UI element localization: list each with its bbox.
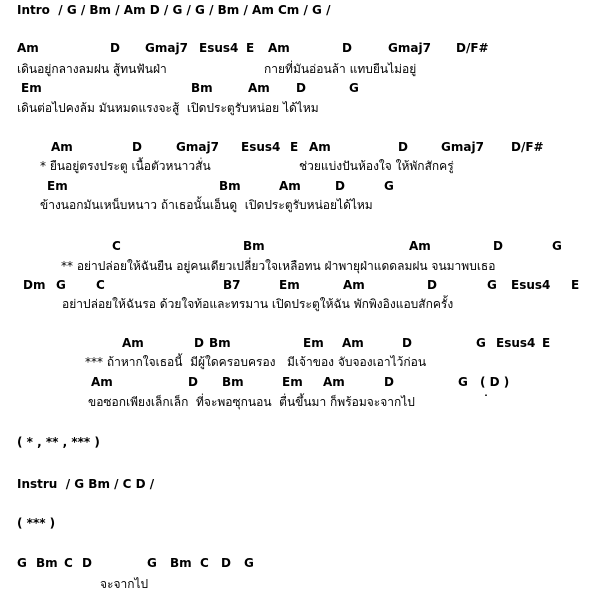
chord: Bm — [219, 179, 241, 193]
lyric-line: ข้างนอกมันเหน็บหนาว ถ้าเธอนั้นเอ็นดู เปิดประตูรับหน่อยได้ไหม — [40, 198, 373, 212]
lyric-line: ช่วยแบ่งปันห้องใจ ให้พักสักครู่ — [299, 159, 454, 173]
chord: Am — [122, 336, 144, 350]
chord: Bm — [243, 239, 265, 253]
chord: ( D ) — [480, 375, 510, 389]
chord: Gmaj7 — [441, 140, 484, 154]
chord: C — [200, 556, 209, 570]
chord: Am — [323, 375, 345, 389]
chord: Am — [342, 336, 364, 350]
chord: Am — [409, 239, 431, 253]
chord: G — [552, 239, 562, 253]
chord: G — [244, 556, 254, 570]
chord: C — [112, 239, 121, 253]
chord: D/F# — [511, 140, 544, 154]
lyric-line: เดินต่อไปคงล้ม มันหมดแรงจะสู้ เปิดประตูรับหน่อย ได้ไหม — [17, 101, 319, 115]
lyric-line: เดินอยู่กลางลมฝน สู้ทนฟันฝ่า — [17, 62, 167, 76]
lyric-line: *** ถ้าหากใจเธอนี้ มีผู้ใดครอบครอง มีเจ้าของ จับจองเอาไว้ก่อน — [85, 355, 427, 369]
chord: Am — [279, 179, 301, 193]
chord: D — [194, 336, 204, 350]
chord: Am — [248, 81, 270, 95]
repeat-marker: ( * , ** , *** ) — [17, 435, 100, 449]
chord: Em — [282, 375, 303, 389]
chord: Esus4 — [496, 336, 536, 350]
chord: Am — [309, 140, 331, 154]
chord: Bm — [209, 336, 231, 350]
chord: Am — [268, 41, 290, 55]
chord: E — [246, 41, 255, 55]
chord: G — [349, 81, 359, 95]
chord: D — [402, 336, 412, 350]
chord: Bm — [222, 375, 244, 389]
chord: Gmaj7 — [388, 41, 431, 55]
chord: Esus4 — [199, 41, 239, 55]
chord: Esus4 — [511, 278, 551, 292]
chord: D — [427, 278, 437, 292]
instrumental-line: Instru / G Bm / C D / — [17, 477, 155, 491]
chord: Am — [91, 375, 113, 389]
chord: D/F# — [456, 41, 489, 55]
chord: E — [571, 278, 580, 292]
chord: C — [64, 556, 73, 570]
chord: D — [110, 41, 120, 55]
chord: Em — [21, 81, 42, 95]
chord: G — [147, 556, 157, 570]
chord: G — [17, 556, 27, 570]
chord: Am — [51, 140, 73, 154]
chord: D — [493, 239, 503, 253]
chord: G — [487, 278, 497, 292]
lyric-line: กายที่มันอ่อนล้า แทบยืนไม่อยู่ — [264, 62, 417, 76]
chord: Gmaj7 — [145, 41, 188, 55]
lyric-line: * ยืนอยู่ตรงประตู เนื้อตัวหนาวสั่น — [40, 159, 211, 173]
chord: D — [132, 140, 142, 154]
chord: D — [221, 556, 231, 570]
chord: Em — [279, 278, 300, 292]
chord: D — [384, 375, 394, 389]
chord: Bm — [191, 81, 213, 95]
chord: C — [96, 278, 105, 292]
chord: D — [398, 140, 408, 154]
intro-line: Intro / G / Bm / Am D / G / G / Bm / Am Cm / G / — [17, 3, 331, 17]
chord: Esus4 — [241, 140, 281, 154]
chord: G — [384, 179, 394, 193]
chord: E — [290, 140, 299, 154]
chord: E — [542, 336, 551, 350]
chord: D — [335, 179, 345, 193]
chord: D — [342, 41, 352, 55]
chord: G — [476, 336, 486, 350]
chord: D — [188, 375, 198, 389]
chord: Bm — [170, 556, 192, 570]
chord: Am — [343, 278, 365, 292]
chord: Em — [303, 336, 324, 350]
repeat-marker: ( *** ) — [17, 516, 56, 530]
lyric-line: ** อย่าปล่อยให้ฉันยืน อยู่คนเดียวเปลี่ยวใจเหลือทน ฝ่าพายุฝ่าแดดลมฝน จนมาพบเธอ — [61, 259, 496, 273]
chord: D — [82, 556, 92, 570]
chord: B7 — [223, 278, 241, 292]
chord: Em — [47, 179, 68, 193]
chord: Bm — [36, 556, 58, 570]
chord: G — [56, 278, 66, 292]
stray-mark-icon: ˙ — [483, 393, 489, 407]
lyric-line: จะจากไป — [100, 577, 149, 591]
chord: Gmaj7 — [176, 140, 219, 154]
chord: D — [296, 81, 306, 95]
chord: G — [458, 375, 468, 389]
chord: Am — [17, 41, 39, 55]
lyric-line: อย่าปล่อยให้ฉันรอ ด้วยใจท้อและทรมาน เปิดประตูให้ฉัน พักพิงอิงแอบสักครั้ง — [62, 297, 454, 311]
lyric-line: ขอซอกเพียงเล็กเล็ก ที่จะพอซุกนอน ตื่นขึ้นมา ก็พร้อมจะจากไป — [88, 395, 415, 409]
chord: Dm — [23, 278, 46, 292]
